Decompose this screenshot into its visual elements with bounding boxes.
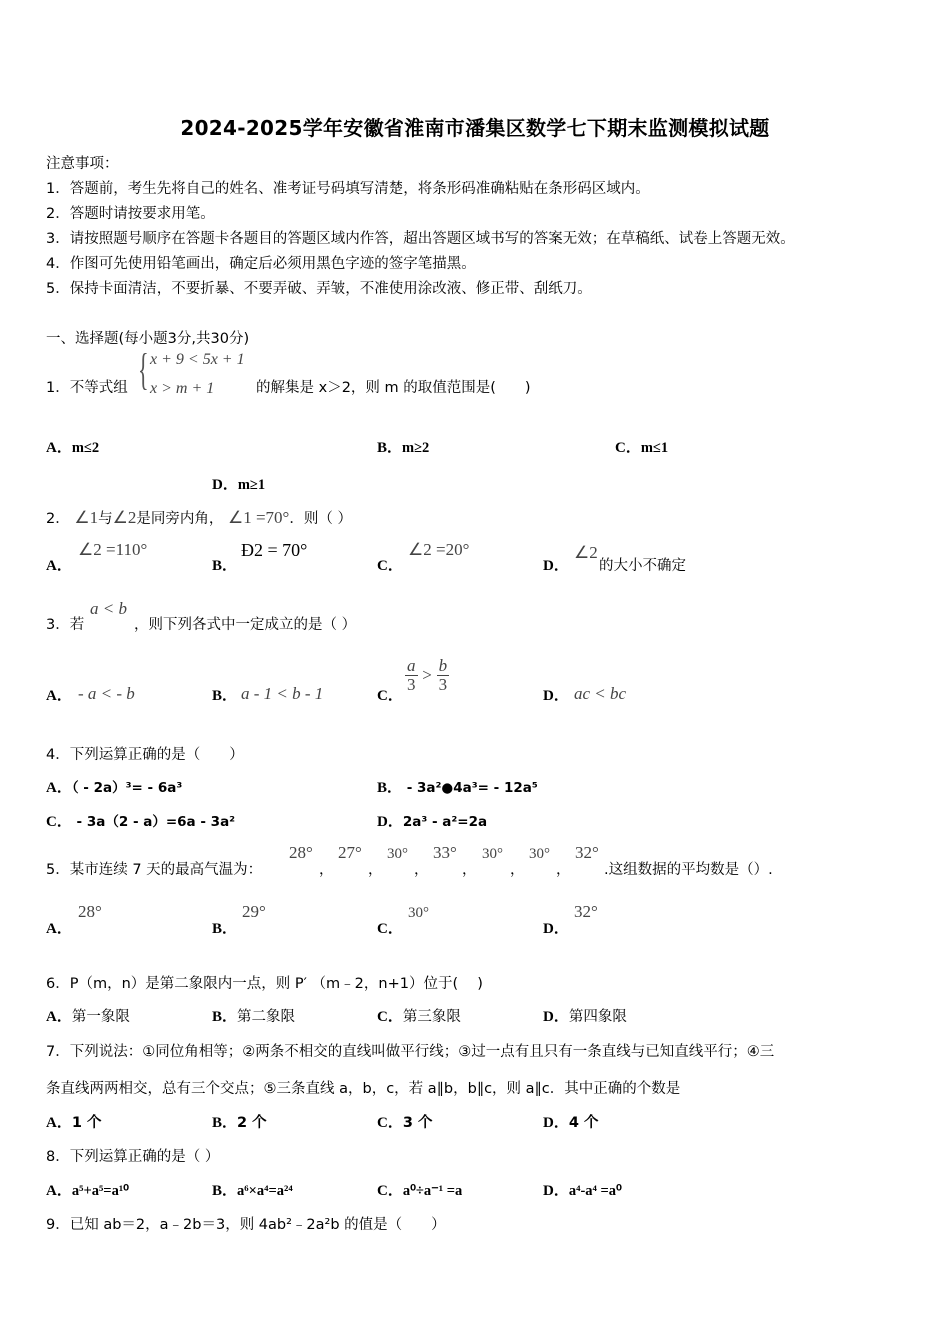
notes-heading: 注意事项： [46,156,119,172]
question-text: 不等式组 [69,380,128,396]
question-text: P（m，n）是第二象限内一点，则 P′ （m﹣2，n+1）位于( ) [69,976,483,992]
option-a[interactable]: A． [46,688,72,704]
option-d-math: ∠2 [574,543,598,562]
question-number: 1． [46,380,70,396]
note-item: 1．答题前，考生先将自己的姓名、准考证号码填写清楚，将条形码准确粘贴在条形码区域内。 [46,181,650,197]
given-equation: ∠1 =70° [227,508,290,527]
option-a[interactable]: A．a⁵+a⁵=a¹⁰ [46,1183,129,1199]
inequality-1: x + 9 < 5x + 1 [150,351,245,368]
greater-than: > [422,665,432,685]
option-c[interactable]: C． [377,558,403,574]
question-text: 若 [69,617,85,633]
page-title: 2024-2025学年安徽省淮南市潘集区数学七下期末监测模拟试题 [180,116,770,140]
option-c[interactable]: C．m≤1 [615,440,669,456]
option-d[interactable]: D． [543,558,569,574]
separator: ， [368,862,383,878]
question-3 [46,613,84,634]
option-b[interactable]: B．a⁶×a⁴=a²⁴ [212,1183,293,1199]
option-d-math: ac < bc [574,684,627,703]
option-c[interactable]: C．a⁰÷a⁻¹ =a [377,1183,463,1199]
option-d[interactable]: D．2a³ - a²=2a [377,814,488,830]
question-9 [46,1213,446,1234]
separator: ， [556,862,571,878]
angle-1: ∠1 [74,508,99,527]
question-number: 5． [46,862,70,878]
temp-value: 30° [482,846,503,862]
separator: ， [414,862,429,878]
option-a[interactable]: A．（ - 2a）³= - 6a³ [46,780,183,796]
option-b[interactable]: B．m≥2 [377,440,430,456]
condition-math: a < b [90,599,127,618]
question-number: 4． [46,747,70,763]
question-1 [46,376,128,397]
option-d[interactable]: D． [543,688,569,704]
separator: ， [462,862,477,878]
inequality-2: x > m + 1 [150,380,215,397]
temp-value: 27° [338,843,362,862]
option-b-math: 29° [242,902,266,921]
option-a[interactable]: A．第一象限 [46,1009,130,1025]
temp-value: 33° [433,843,457,862]
question-7 [46,1040,774,1061]
note-item: 4．作图可先使用铅笔画出，确定后必须用黑色字迹的签字笔描黑。 [46,256,476,272]
temp-value: 28° [289,843,313,862]
separator: ， [319,862,334,878]
option-c[interactable]: C．3 个 [377,1115,433,1131]
question-text: 下列运算正确的是（ ） [69,747,244,763]
question-5 [46,858,262,879]
question-number: 9． [46,1217,70,1233]
question-6 [46,972,483,993]
question-text: ．则（ ） [289,511,352,527]
question-4 [46,743,244,764]
question-text: 已知 ab＝2，a﹣2b＝3，则 4ab²﹣2a²b 的值是（ ） [69,1217,446,1233]
option-a[interactable]: A． [46,921,72,937]
question-2 [46,507,352,528]
question-text: 与 [98,511,113,527]
option-c[interactable]: C． [377,688,403,704]
note-item: 5．保持卡面清洁，不要折暴、不要弄破、弄皱，不准使用涂改液、修正带、刮纸刀。 [46,281,592,297]
fraction-b-over-3: $\frac{b}{3}$ [438,656,448,694]
question-text: 某市连续 7 天的最高气温为： [69,862,263,878]
question-number: 6． [46,976,70,992]
option-b-math: a - 1 < b - 1 [241,684,324,703]
angle-2: ∠2 [112,508,137,527]
question-number: 8． [46,1149,70,1165]
option-d[interactable]: D．a⁴-a⁴ =a⁰ [543,1183,622,1199]
option-d-suffix: 的大小不确定 [599,558,686,574]
option-c[interactable]: C． [377,921,403,937]
question-text: .这组数据的平均数是（）. [604,862,773,878]
question-text: 的解集是 x＞2，则 m 的取值范围是( ) [256,380,531,396]
section-heading: 一、选择题(每小题3分,共30分) [46,331,250,347]
question-7-line-2: 条直线两两相交，总有三个交点；⑤三条直线 a，b，c，若 a∥b，b∥c，则 a∥c．其中正确的个数是 [46,1081,681,1097]
option-d[interactable]: D．第四象限 [543,1009,627,1025]
option-c[interactable]: C．第三象限 [377,1009,461,1025]
question-text: 下列运算正确的是（ ） [69,1149,220,1165]
temp-value: 30° [529,846,550,862]
option-c-math [405,657,449,694]
note-item: 3．请按照题号顺序在答题卡各题目的答题区域内作答，超出答题区域书写的答案无效；在草稿纸、试卷上答题无效。 [46,231,795,247]
question-text: 下列说法：①同位角相等；②两条不相交的直线叫做平行线；③过一点有且只有一条直线与已知直线平行；④三 [69,1044,775,1060]
option-b[interactable]: B．第二象限 [212,1009,296,1025]
separator: ， [510,862,525,878]
option-a-math: - a < - b [78,684,135,703]
option-a-math: 28° [78,902,102,921]
question-8 [46,1145,219,1166]
option-b[interactable]: B． [212,558,238,574]
option-b[interactable]: B． - 3a²●4a³= - 12a⁵ [377,780,538,796]
option-b[interactable]: B． [212,688,238,704]
option-b[interactable]: B．2 个 [212,1115,267,1131]
question-number: 7． [46,1044,70,1060]
option-b-math: Ð2 = 70° [241,540,308,560]
option-a[interactable]: A．m≤2 [46,440,100,456]
option-a-math: ∠2 =110° [78,540,148,559]
question-text: 是同旁内角， [136,511,224,527]
option-d[interactable]: D．4 个 [543,1115,599,1131]
option-c-math: 30° [408,905,429,921]
question-number: 2． [46,511,70,527]
option-a[interactable]: A． [46,558,72,574]
question-text: ，则下列各式中一定成立的是（ ） [134,617,357,633]
option-b[interactable]: B． [212,921,238,937]
fraction-a-over-3: $\frac{a}{3}$ [407,656,416,694]
option-c[interactable]: C． - 3a（2 - a）=6a - 3a² [46,814,236,830]
option-d-math: 32° [574,902,598,921]
temp-value: 32° [575,843,599,862]
temp-value: 30° [387,846,408,862]
note-item: 2．答题时请按要求用笔。 [46,206,215,222]
brace-symbol: { [138,345,149,394]
option-d[interactable]: D．m≥1 [212,477,266,493]
option-a[interactable]: A．1 个 [46,1115,102,1131]
option-c-math: ∠2 =20° [408,540,470,559]
question-number: 3． [46,617,70,633]
option-d[interactable]: D． [543,921,569,937]
